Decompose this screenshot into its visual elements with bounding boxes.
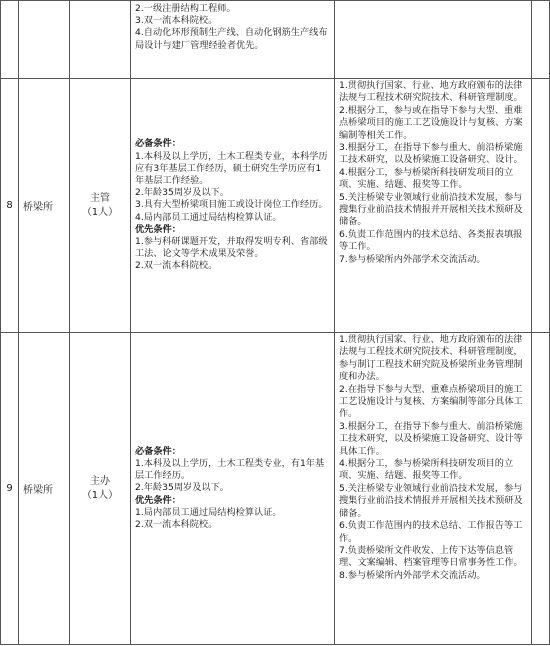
- duty-line: 4.根据分工，参与桥梁所科技研发项目的立项、实施、结题、报奖等工作。: [339, 166, 514, 191]
- duties-cell: [335, 333, 532, 645]
- row-number: 8: [1, 79, 19, 333]
- requirements-cell: [131, 1, 335, 79]
- duty-line: 6.负责工作范围内的技术总结、工作报告等工作。: [339, 520, 523, 544]
- requirements-cell: [131, 333, 335, 645]
- requirement-line: 2.年龄35周岁及以下。: [135, 482, 229, 494]
- duty-line: 7.参与桥梁所内外部学术交流活动。: [339, 253, 486, 265]
- post-cell: [70, 333, 131, 645]
- preferred-line: 2.双一流本科院校。: [135, 519, 218, 530]
- duty-line: 2.在指导下参与大型、重难点桥梁项目的施工工艺设施设计与复核、方案编制等部分具体工作。: [339, 383, 523, 420]
- duty-line: 8.参与桥梁所内外部学术交流活动。: [339, 569, 486, 581]
- extra-cell: [532, 1, 550, 79]
- preferred-line: 2.双一流本科院校。: [135, 260, 218, 272]
- duty-line: 1.贯彻执行国家、行业、地方政府颁布的法律法规与工程技术研究院技术、科研管理制度，参与制订工程技术研究院及桥梁所业务管理制度和办法。: [339, 334, 523, 383]
- preferred-line: 1.参与科研课题开发，并取得发明专利、省部级工法、论文等学术成果及荣誉。: [135, 236, 328, 260]
- post-title: 主管: [90, 192, 110, 204]
- preferred-title: 优先条件：: [135, 223, 181, 235]
- department: 桥梁所: [19, 79, 70, 333]
- duties-cell: [335, 79, 532, 333]
- post-count: （1人）: [81, 206, 119, 218]
- preferred-title: 优先条件：: [135, 494, 181, 506]
- extra-cell: [532, 79, 550, 333]
- post-title: 主办: [90, 475, 110, 487]
- required-title: 必备条件：: [135, 138, 181, 150]
- table-row: [1, 79, 550, 333]
- post-count: （1人）: [81, 489, 119, 501]
- requirement-line: 4.局内部员工通过局结构检算认证。: [135, 211, 282, 223]
- requirement-line: 3.双一流本科院校。: [135, 15, 218, 27]
- post-cell: [70, 1, 131, 79]
- duty-line: 2.根据分工，参与或在指导下参与大型、重难点桥梁项目的施工工艺设施设计与复核、方案编制等相关工作。: [339, 104, 523, 141]
- duty-line: 5.关注桥梁专业领域行业前沿技术发展，参与搜集行业前沿技术情报并开展相关技术预研及储备。: [339, 482, 523, 519]
- duty-line: 6.负责工作范围内的技术总结、各类报表填报等工作。: [339, 228, 523, 253]
- extra-cell: [532, 333, 550, 645]
- department: 桥梁所: [19, 333, 70, 645]
- requirement-line: 2.年龄35周岁及以下。: [135, 187, 229, 199]
- requirement-line: 2.一级注册结构工程师。: [135, 3, 236, 14]
- no-cell: [1, 1, 19, 79]
- duty-line: 1.贯彻执行国家、行业、地方政府颁布的法律法规与工程技术研究院技术、科研管理制度。: [339, 80, 523, 104]
- duty-line: 5.关注桥梁专业领域行业前沿技术发展，参与搜集行业前沿技术情报并开展相关技术预研及储备。: [339, 191, 523, 228]
- requirements-cell: [131, 79, 335, 333]
- requirement-line: 4.自动化环形预制生产线、自动化钢筋生产线布局设计与建厂管理经验者优先。: [135, 27, 328, 51]
- dept-cell: [19, 1, 70, 79]
- requirement-line: 3.具有大型桥梁项目施工或设计岗位工作经历。: [135, 199, 328, 211]
- table-row-continued: [1, 1, 550, 79]
- post-cell: [70, 79, 131, 333]
- preferred-line: 1.局内部员工通过局结构检算认证。: [135, 506, 282, 518]
- requirement-line: 1.本科及以上学历，土木工程类专业，本科学历应有3年基层工作经历，硕士研究生学历应有1年基层工作经验。: [135, 150, 328, 186]
- duties-cell: [335, 1, 532, 79]
- duty-line: 3.根据分工，在指导下参与重大、前沿桥梁施工技术研究，以及桥梁施工设备研究、设计。: [339, 142, 523, 166]
- table-row: [1, 333, 550, 645]
- duty-line: 4.根据分工，参与桥梁所科技研发项目的立项、实施、结题、报奖等工作。: [339, 458, 514, 482]
- required-title: 必备条件：: [135, 445, 181, 457]
- duty-line: 7.负责桥梁所文件收发、上传下达等信息管理、文案编辑、档案管理等日常事务性工作。: [339, 544, 523, 569]
- requirement-line: 1.本科及以上学历，土木工程类专业，有1年基层工作经历。: [135, 457, 325, 482]
- row-number: 9: [1, 333, 19, 645]
- duty-line: 3.根据分工，在指导下参与重大、前沿桥梁施工技术研究，以及桥梁施工设备研究、设计等具体工作。: [339, 420, 523, 457]
